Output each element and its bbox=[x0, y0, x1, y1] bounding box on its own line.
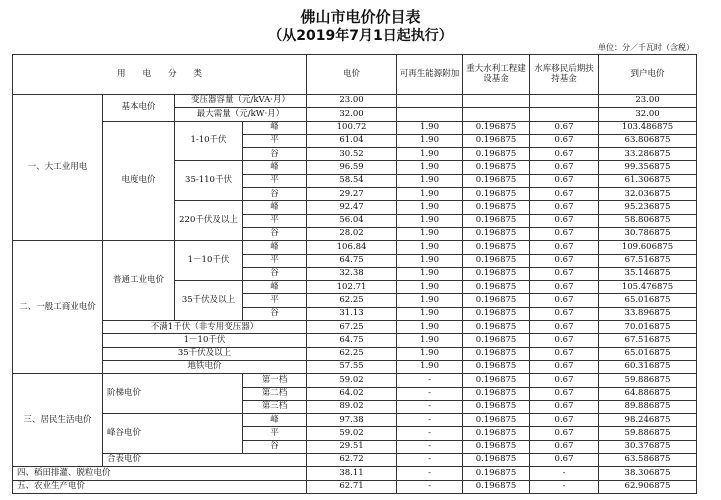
cell-renewable: 1.90 bbox=[397, 148, 463, 161]
cell-price: 32.38 bbox=[307, 267, 397, 280]
cell-price: 96.59 bbox=[307, 161, 397, 174]
cell-period: 平 bbox=[243, 427, 307, 440]
cell-renewable: 1.90 bbox=[397, 214, 463, 227]
cell-price: 59.02 bbox=[307, 427, 397, 440]
cell-reservoir: 0.67 bbox=[530, 267, 599, 280]
cell-retail: 65.016875 bbox=[599, 294, 697, 307]
cell-reservoir: 0.67 bbox=[530, 161, 599, 174]
cell-period: 峰 bbox=[243, 121, 307, 134]
cell-retail: 70.016875 bbox=[599, 321, 697, 334]
cell-empty bbox=[463, 95, 530, 108]
cell-period: 峰 bbox=[243, 201, 307, 214]
cell-retail: 30.786875 bbox=[599, 227, 697, 240]
voltage-label: 35-110千伏 bbox=[175, 161, 243, 201]
cell-price: 28.02 bbox=[307, 227, 397, 240]
cell-reservoir: 0.67 bbox=[530, 214, 599, 227]
cell-period: 峰 bbox=[243, 161, 307, 174]
table-row bbox=[13, 467, 697, 480]
cell-renewable: - bbox=[397, 387, 463, 400]
cell-water: 0.196875 bbox=[463, 387, 530, 400]
subgroup-label: 普通工业电价 bbox=[103, 241, 175, 321]
voltage-label: 1-10千伏 bbox=[175, 121, 243, 161]
cell-reservoir: 0.67 bbox=[530, 400, 599, 413]
cell-price: 106.84 bbox=[307, 241, 397, 254]
cell-water: 0.196875 bbox=[463, 480, 530, 493]
cell-price: 89.02 bbox=[307, 400, 397, 413]
table-row bbox=[13, 241, 697, 254]
cell-price: 23.00 bbox=[307, 95, 397, 108]
cell-retail: 30.376875 bbox=[599, 440, 697, 453]
header-row bbox=[13, 55, 697, 95]
cell-renewable: - bbox=[397, 400, 463, 413]
cell-retail: 59.886875 bbox=[599, 374, 697, 387]
cell-water: 0.196875 bbox=[463, 161, 530, 174]
cell-renewable: - bbox=[397, 467, 463, 480]
cell-water: 0.196875 bbox=[463, 134, 530, 147]
cell-retail: 63.806875 bbox=[599, 134, 697, 147]
cell-price: 102.71 bbox=[307, 281, 397, 294]
page-subtitle: （从2019年7月1日起执行） bbox=[268, 28, 453, 44]
cell-retail: 67.516875 bbox=[599, 334, 697, 347]
cell-reservoir: 0.67 bbox=[530, 188, 599, 201]
subgroup-label: 电度电价 bbox=[103, 121, 175, 241]
cell-price: 62.72 bbox=[307, 454, 397, 467]
cell-price: 56.04 bbox=[307, 214, 397, 227]
table-row bbox=[13, 334, 697, 347]
cell-retail: 60.316875 bbox=[599, 360, 697, 373]
cell-renewable: 1.90 bbox=[397, 321, 463, 334]
cell-retail: 67.516875 bbox=[599, 254, 697, 267]
cell-water: 0.196875 bbox=[463, 254, 530, 267]
cell-reservoir: - bbox=[530, 480, 599, 493]
table-row bbox=[13, 360, 697, 373]
header-retail: 到户电价 bbox=[599, 55, 697, 95]
cell-renewable: 1.90 bbox=[397, 134, 463, 147]
cell-reservoir: 0.67 bbox=[530, 374, 599, 387]
cell-reservoir: 0.67 bbox=[530, 294, 599, 307]
row-label: 地铁电价 bbox=[103, 360, 307, 373]
cell-renewable: 1.90 bbox=[397, 174, 463, 187]
cell-price: 62.25 bbox=[307, 294, 397, 307]
cell-price: 38.11 bbox=[307, 467, 397, 480]
cell-retail: 103.486875 bbox=[599, 121, 697, 134]
row-label: 合表电价 bbox=[103, 454, 307, 467]
cell-retail: 23.00 bbox=[599, 95, 697, 108]
cell-renewable: 1.90 bbox=[397, 347, 463, 360]
cell-water: 0.196875 bbox=[463, 427, 530, 440]
cell-renewable: - bbox=[397, 480, 463, 493]
cell-empty bbox=[397, 95, 463, 108]
page-title: 佛山市电价价目表 bbox=[300, 8, 421, 26]
cell-reservoir: 0.67 bbox=[530, 334, 599, 347]
cell-water: 0.196875 bbox=[463, 360, 530, 373]
subgroup-label: 基本电价 bbox=[103, 95, 175, 122]
cell-renewable: 1.90 bbox=[397, 307, 463, 320]
cell-water: 0.196875 bbox=[463, 121, 530, 134]
cell-reservoir: 0.67 bbox=[530, 321, 599, 334]
cell-period: 峰 bbox=[243, 414, 307, 427]
cell-reservoir: 0.67 bbox=[530, 360, 599, 373]
subgroup-label: 峰谷电价 bbox=[103, 414, 243, 454]
cell-empty bbox=[397, 108, 463, 121]
cell-price: 61.04 bbox=[307, 134, 397, 147]
cell-period: 谷 bbox=[243, 227, 307, 240]
cell-period: 平 bbox=[243, 254, 307, 267]
cell-price: 59.02 bbox=[307, 374, 397, 387]
cell-price: 64.75 bbox=[307, 334, 397, 347]
cell-period: 平 bbox=[243, 174, 307, 187]
voltage-label: 35千伏及以上 bbox=[175, 281, 243, 321]
row-label: 最大需量（元/kW·月） bbox=[175, 108, 307, 121]
cell-retail: 109.606875 bbox=[599, 241, 697, 254]
cell-retail: 105.476875 bbox=[599, 281, 697, 294]
unit-note: 单位：分／千瓦时（含税） bbox=[598, 43, 694, 52]
cell-retail: 64.886875 bbox=[599, 387, 697, 400]
cell-water: 0.196875 bbox=[463, 307, 530, 320]
cell-price: 29.51 bbox=[307, 440, 397, 453]
cell-retail: 61.306875 bbox=[599, 174, 697, 187]
row-label: 变压器容量（元/kVA·月） bbox=[175, 95, 307, 108]
cell-renewable: 1.90 bbox=[397, 334, 463, 347]
cell-water: 0.196875 bbox=[463, 227, 530, 240]
row-label: 不满1千伏（非专用变压器） bbox=[103, 321, 307, 334]
cell-empty bbox=[530, 108, 599, 121]
cell-reservoir: 0.67 bbox=[530, 227, 599, 240]
table-row bbox=[13, 414, 697, 427]
cell-retail: 58.806875 bbox=[599, 214, 697, 227]
cell-reservoir: 0.67 bbox=[530, 201, 599, 214]
cell-renewable: - bbox=[397, 374, 463, 387]
cell-reservoir: 0.67 bbox=[530, 347, 599, 360]
cell-period: 平 bbox=[243, 294, 307, 307]
header-category: 用 电 分 类 bbox=[13, 55, 307, 95]
cell-retail: 33.896875 bbox=[599, 307, 697, 320]
cell-price: 31.13 bbox=[307, 307, 397, 320]
cell-price: 58.54 bbox=[307, 174, 397, 187]
cell-retail: 38.306875 bbox=[599, 467, 697, 480]
cell-period: 谷 bbox=[243, 307, 307, 320]
row-label: 四、稻田排灌、脱粒电价 bbox=[13, 467, 307, 480]
cell-price: 30.52 bbox=[307, 148, 397, 161]
cell-water: 0.196875 bbox=[463, 414, 530, 427]
cell-price: 29.27 bbox=[307, 188, 397, 201]
cell-reservoir: 0.67 bbox=[530, 414, 599, 427]
table-row bbox=[13, 374, 697, 387]
cell-retail: 65.016875 bbox=[599, 347, 697, 360]
header-renewable: 可再生能源附加 bbox=[397, 55, 463, 95]
cell-water: 0.196875 bbox=[463, 321, 530, 334]
cell-price: 97.38 bbox=[307, 414, 397, 427]
table-row bbox=[13, 454, 697, 467]
cell-water: 0.196875 bbox=[463, 241, 530, 254]
cell-price: 67.25 bbox=[307, 321, 397, 334]
cell-period: 谷 bbox=[243, 148, 307, 161]
cell-water: 0.196875 bbox=[463, 374, 530, 387]
cell-reservoir: 0.67 bbox=[530, 174, 599, 187]
cell-renewable: 1.90 bbox=[397, 201, 463, 214]
cell-renewable: 1.90 bbox=[397, 267, 463, 280]
cell-retail: 35.146875 bbox=[599, 267, 697, 280]
cell-price: 92.47 bbox=[307, 201, 397, 214]
cell-price: 32.00 bbox=[307, 108, 397, 121]
cell-water: 0.196875 bbox=[463, 267, 530, 280]
cell-renewable: - bbox=[397, 454, 463, 467]
cell-reservoir: 0.67 bbox=[530, 134, 599, 147]
cell-renewable: - bbox=[397, 427, 463, 440]
cell-renewable: 1.90 bbox=[397, 241, 463, 254]
cell-renewable: - bbox=[397, 440, 463, 453]
cell-retail: 33.286875 bbox=[599, 148, 697, 161]
cell-renewable: 1.90 bbox=[397, 294, 463, 307]
cell-water: 0.196875 bbox=[463, 454, 530, 467]
cell-period: 平 bbox=[243, 134, 307, 147]
row-label: 1－10千伏 bbox=[103, 334, 307, 347]
cell-water: 0.196875 bbox=[463, 294, 530, 307]
cell-reservoir: 0.67 bbox=[530, 241, 599, 254]
cell-price: 64.02 bbox=[307, 387, 397, 400]
cell-period: 峰 bbox=[243, 281, 307, 294]
cell-period: 谷 bbox=[243, 440, 307, 453]
header-reservoir-fund: 水库移民后期扶持基金 bbox=[530, 55, 599, 95]
cell-price: 100.72 bbox=[307, 121, 397, 134]
cell-price: 57.55 bbox=[307, 360, 397, 373]
cell-renewable: 1.90 bbox=[397, 161, 463, 174]
cell-reservoir: 0.67 bbox=[530, 454, 599, 467]
voltage-label: 1－10千伏 bbox=[175, 241, 243, 281]
cell-retail: 32.00 bbox=[599, 108, 697, 121]
group-label: 二、一般工商业电价 bbox=[13, 241, 103, 374]
header-water-fund: 重大水利工程建设基金 bbox=[463, 55, 530, 95]
cell-retail: 99.356875 bbox=[599, 161, 697, 174]
cell-water: 0.196875 bbox=[463, 440, 530, 453]
cell-retail: 32.036875 bbox=[599, 188, 697, 201]
cell-period: 平 bbox=[243, 214, 307, 227]
cell-reservoir: 0.67 bbox=[530, 148, 599, 161]
cell-renewable: 1.90 bbox=[397, 281, 463, 294]
cell-retail: 95.236875 bbox=[599, 201, 697, 214]
subgroup-label: 阶梯电价 bbox=[103, 374, 243, 414]
cell-retail: 59.886875 bbox=[599, 427, 697, 440]
cell-retail: 62.906875 bbox=[599, 480, 697, 493]
cell-reservoir: 0.67 bbox=[530, 307, 599, 320]
voltage-label: 220千伏及以上 bbox=[175, 201, 243, 241]
cell-period: 峰 bbox=[243, 241, 307, 254]
cell-water: 0.196875 bbox=[463, 148, 530, 161]
table-row bbox=[13, 321, 697, 334]
cell-reservoir: - bbox=[530, 467, 599, 480]
cell-empty bbox=[530, 95, 599, 108]
cell-retail: 89.886875 bbox=[599, 400, 697, 413]
cell-reservoir: 0.67 bbox=[530, 440, 599, 453]
cell-renewable: 1.90 bbox=[397, 227, 463, 240]
cell-water: 0.196875 bbox=[463, 347, 530, 360]
cell-period: 第一档 bbox=[243, 374, 307, 387]
cell-period: 第二档 bbox=[243, 387, 307, 400]
table-row bbox=[13, 347, 697, 360]
cell-retail: 63.586875 bbox=[599, 454, 697, 467]
cell-period: 谷 bbox=[243, 267, 307, 280]
group-label: 三、居民生活电价 bbox=[13, 374, 103, 467]
table-row bbox=[13, 95, 697, 108]
cell-water: 0.196875 bbox=[463, 214, 530, 227]
row-label: 五、农业生产电价 bbox=[13, 480, 307, 493]
cell-reservoir: 0.67 bbox=[530, 427, 599, 440]
cell-retail: 98.246875 bbox=[599, 414, 697, 427]
cell-water: 0.196875 bbox=[463, 174, 530, 187]
cell-period: 第三档 bbox=[243, 400, 307, 413]
cell-water: 0.196875 bbox=[463, 467, 530, 480]
row-label: 35千伏及以上 bbox=[103, 347, 307, 360]
cell-empty bbox=[463, 108, 530, 121]
cell-water: 0.196875 bbox=[463, 400, 530, 413]
cell-reservoir: 0.67 bbox=[530, 254, 599, 267]
table-row bbox=[13, 121, 697, 134]
header-price: 电价 bbox=[307, 55, 397, 95]
cell-renewable: - bbox=[397, 414, 463, 427]
cell-renewable: 1.90 bbox=[397, 254, 463, 267]
group-label: 一、大工业用电 bbox=[13, 95, 103, 241]
cell-price: 64.75 bbox=[307, 254, 397, 267]
cell-reservoir: 0.67 bbox=[530, 121, 599, 134]
cell-price: 62.71 bbox=[307, 480, 397, 493]
cell-water: 0.196875 bbox=[463, 334, 530, 347]
table-row bbox=[13, 480, 697, 493]
cell-renewable: 1.90 bbox=[397, 121, 463, 134]
cell-price: 62.25 bbox=[307, 347, 397, 360]
cell-renewable: 1.90 bbox=[397, 188, 463, 201]
cell-water: 0.196875 bbox=[463, 201, 530, 214]
cell-water: 0.196875 bbox=[463, 188, 530, 201]
cell-period: 谷 bbox=[243, 188, 307, 201]
price-table bbox=[12, 54, 697, 494]
cell-reservoir: 0.67 bbox=[530, 281, 599, 294]
cell-reservoir: 0.67 bbox=[530, 387, 599, 400]
cell-renewable: 1.90 bbox=[397, 360, 463, 373]
cell-water: 0.196875 bbox=[463, 281, 530, 294]
